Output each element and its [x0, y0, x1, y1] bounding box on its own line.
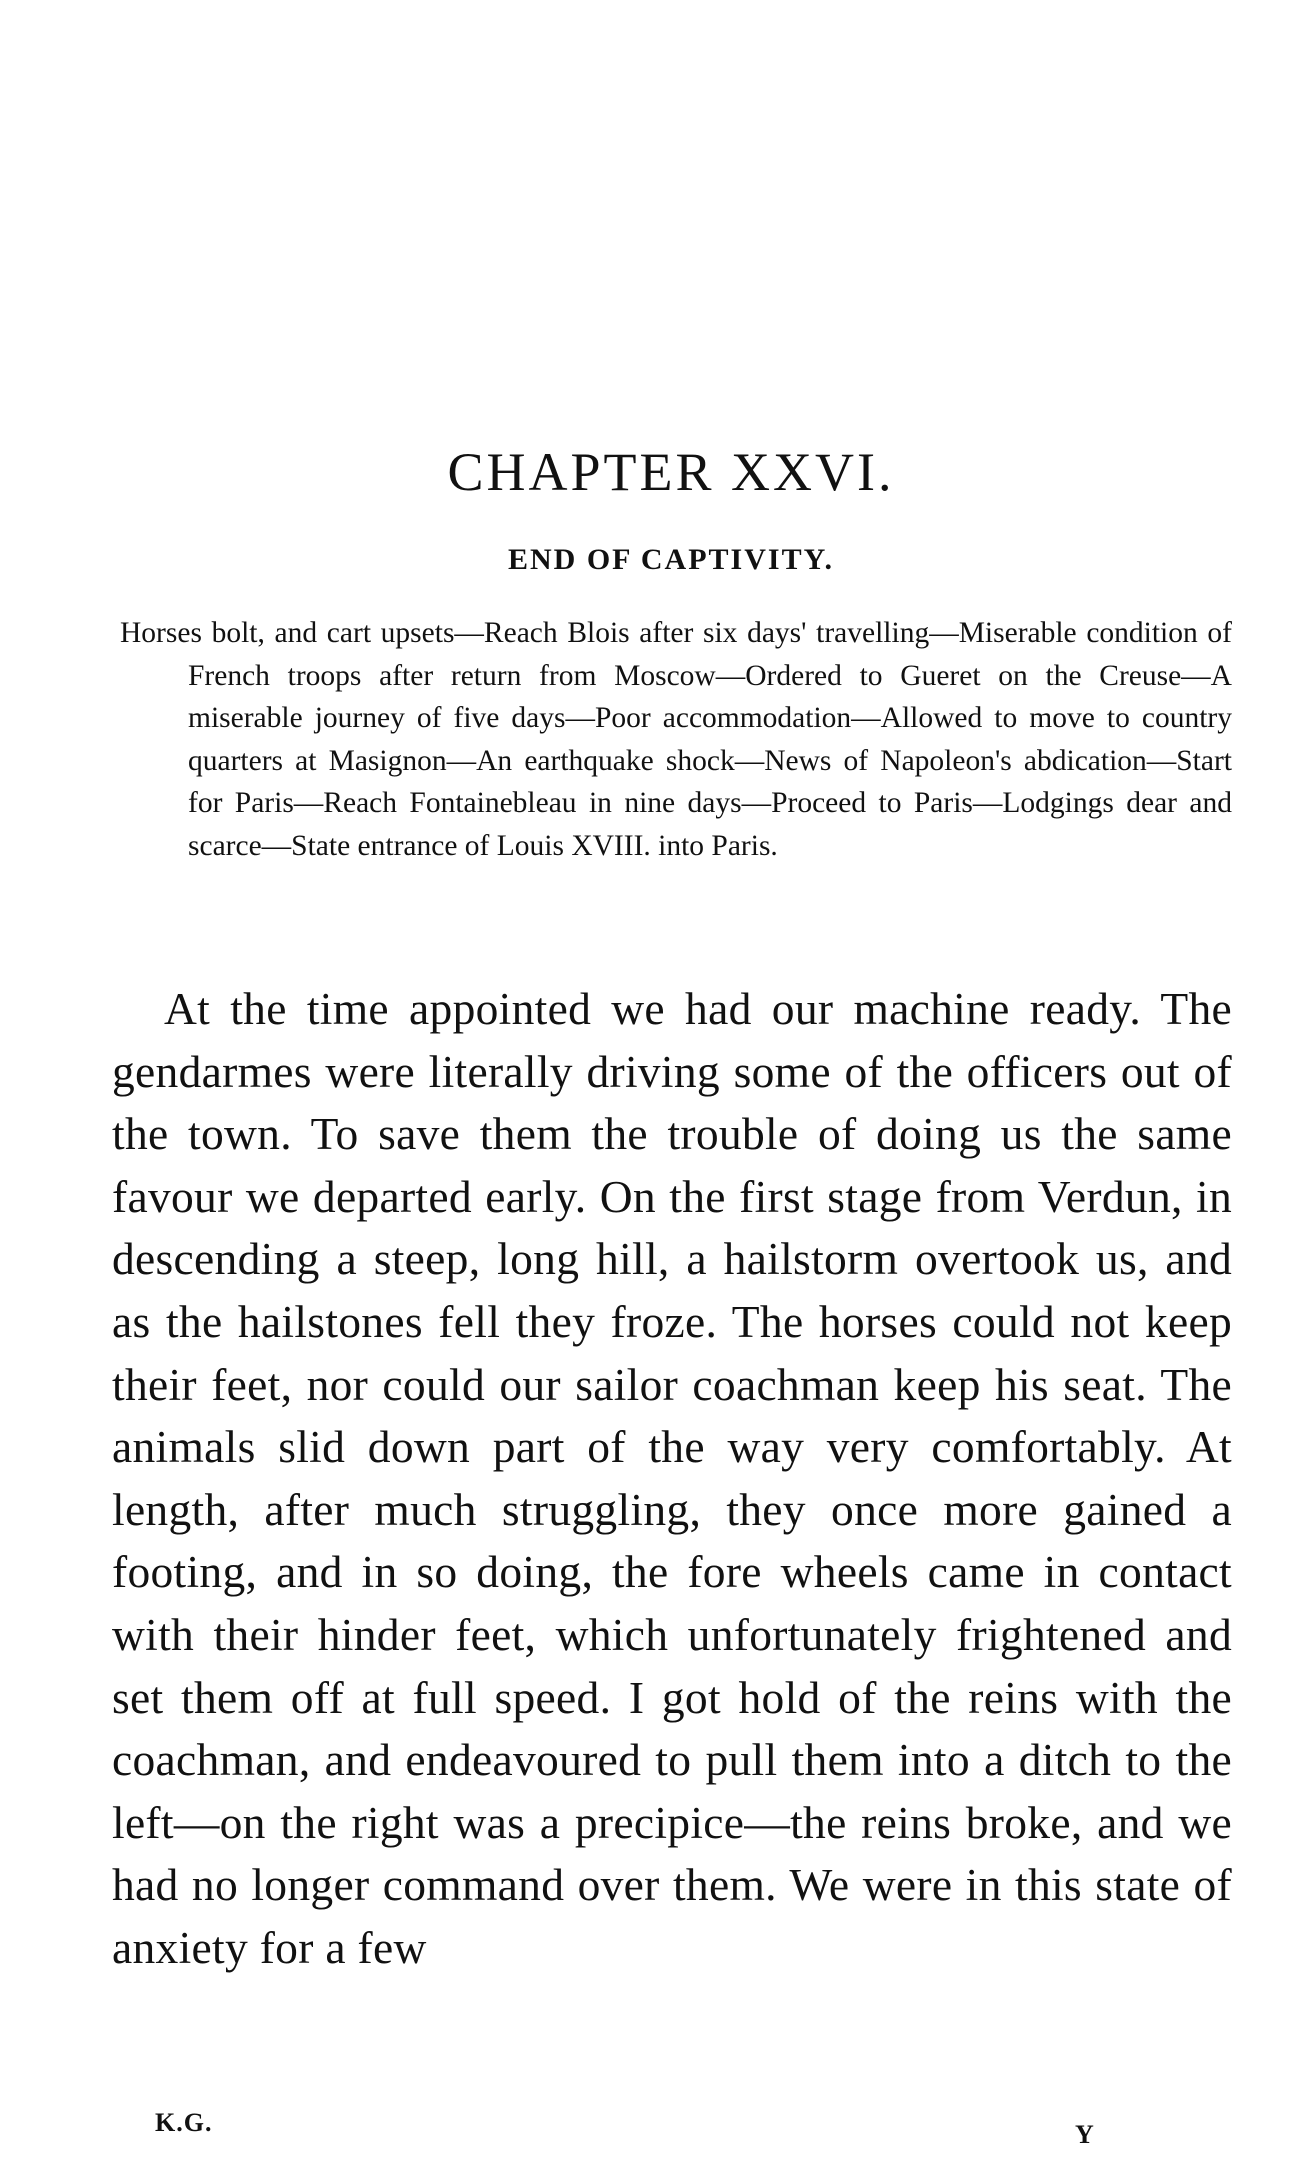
- chapter-synopsis: Horses bolt, and cart upsets—Reach Blois after six days' travelling—Miserable condition of French troops after return from Moscow—Ordered to Gueret on the Creuse—A miserable journey of five days—Poor accommodation—Allowed to move to country quarters at Masignon—An earthquake shock—News of Napoleon's abdication—Start for Paris—Reach Fontainebleau in nine days—Proceed to Paris—Lodgings dear and scarce—State entrance of Louis XVIII. into Paris.: [120, 617, 1232, 862]
- printer-signature: K.G.: [155, 2108, 213, 2137]
- chapter-title: CHAPTER XXVI.: [447, 442, 895, 502]
- gathering-letter: Y: [1075, 2120, 1094, 2149]
- chapter-subtitle: END OF CAPTIVITY.: [508, 543, 834, 576]
- body-paragraph: At the time appointed we had our machine ready. The gendarmes were literally driving some of the officers out of the town. To save them the trouble of doing us the same favour we departed early. On the first stage from Verdun, in descending a steep, long hill, a hailstorm overtook us, and as the hailstones fell they froze. The horses could not keep their feet, nor could our sailor coachman keep his seat. The animals slid down part of the way very comfortably. At length, after much struggling, they once more gained a footing, and in so doing, the fore wheels came in contact with their hinder feet, which unfortunately frightened and set them off at full speed. I got hold of the reins with the coachman, and endeavoured to pull them into a ditch to the left—on the right was a precipice—the reins broke, and we had no longer command over them. We were in this state of anxiety for a few: [112, 983, 1232, 1973]
